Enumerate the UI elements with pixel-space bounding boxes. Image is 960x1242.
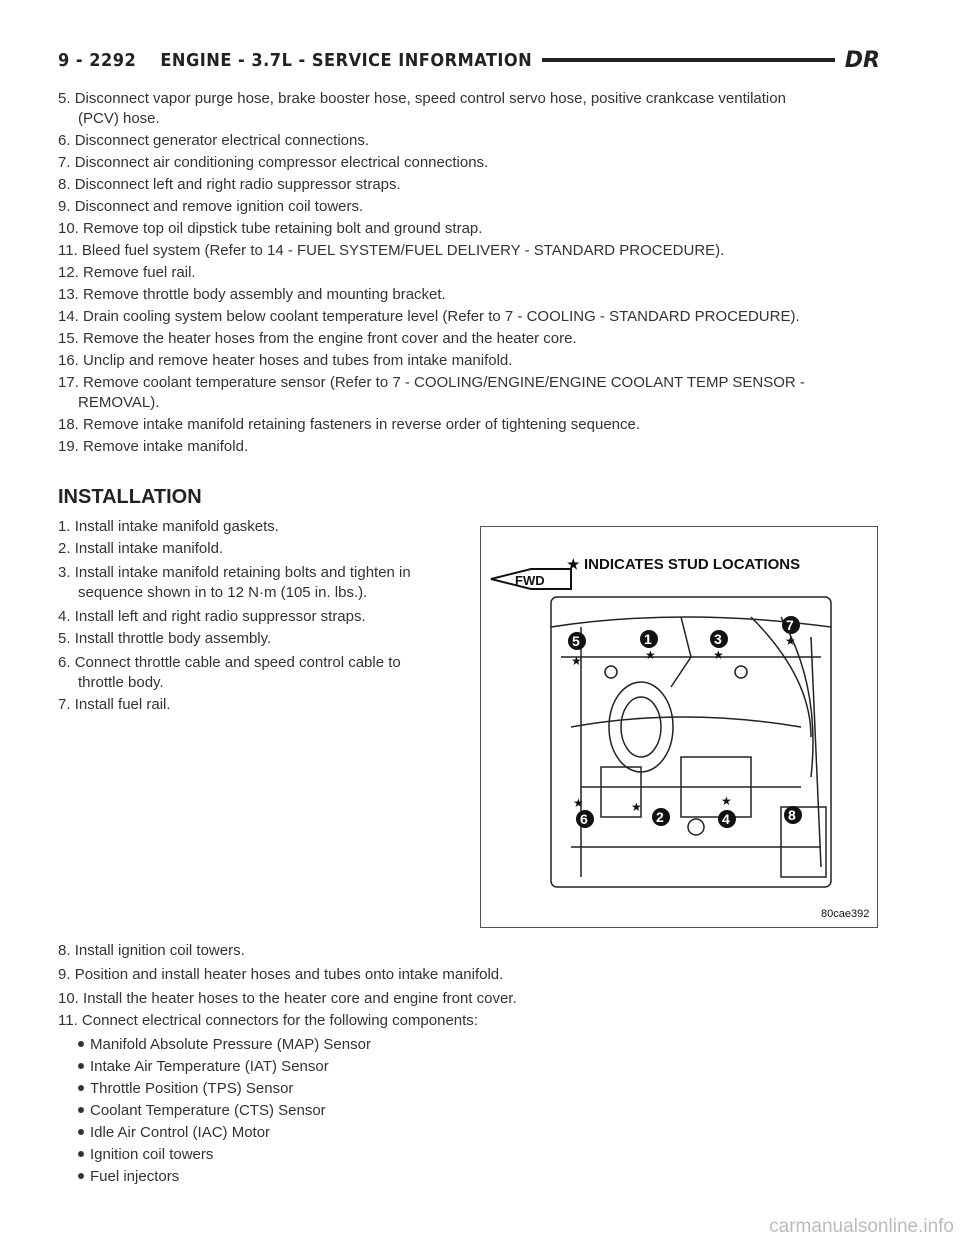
legend-text: INDICATES STUD LOCATIONS [584,556,801,573]
bolt-number: 3 [714,631,722,647]
list-item: 8. Install ignition coil towers. [58,942,245,959]
legend-star-icon: ★ [567,556,580,572]
list-item: 18. Remove intake manifold retaining fasteners in reverse order of tightening sequence. [58,416,641,433]
list-item: 1. Install intake manifold gaskets. [58,518,279,535]
list-item: 9. Disconnect and remove ignition coil towers. [58,198,364,215]
list-item: Coolant Temperature (CTS) Sensor [78,1100,326,1121]
stud-star-icon: ★ [721,794,732,808]
list-item: 17. Remove coolant temperature sensor (Refer to 7 - COOLING/ENGINE/ENGINE COOLANT TEMP SENSOR - [58,374,805,391]
list-item: Throttle Position (TPS) Sensor [78,1078,293,1099]
stud-star-icon: ★ [573,796,584,810]
bolt-number: 5 [572,633,580,649]
header-rule [542,58,835,62]
stud-star-icon: ★ [785,634,796,648]
list-item: 2. Install intake manifold. [58,540,224,557]
list-item: 9. Position and install heater hoses and tubes onto intake manifold. [58,966,504,983]
page-header [58,46,880,74]
list-item: 11. Connect electrical connectors for the following components: [58,1012,478,1029]
list-item: 12. Remove fuel rail. [58,264,196,281]
bullet-icon [78,1107,84,1113]
list-item-cont: (PCV) hose. [78,110,160,127]
list-item: 14. Drain cooling system below coolant temperature level (Refer to 7 - COOLING - STANDARD PROCEDURE). [58,308,800,325]
bolt-number: 1 [644,631,652,647]
list-item: 3. Install intake manifold retaining bolts and tighten in [58,564,411,581]
stud-star-icon: ★ [631,800,642,814]
stud-star-icon: ★ [713,648,724,662]
bullet-icon [78,1041,84,1047]
bolt-number: 4 [722,811,730,827]
stud-star-icon: ★ [571,654,582,668]
intake-manifold-figure [480,526,878,928]
brand-code: DR [844,47,880,73]
list-item: 6. Connect throttle cable and speed control cable to [58,654,401,671]
bullet-icon [78,1173,84,1179]
list-item-cont: REMOVAL). [78,394,160,411]
bolt-number: 7 [786,617,794,633]
bullet-icon [78,1063,84,1069]
fwd-label: FWD [515,573,545,588]
bolt-number: 8 [788,807,796,823]
list-item: 11. Bleed fuel system (Refer to 14 - FUEL SYSTEM/FUEL DELIVERY - STANDARD PROCEDURE). [58,242,725,259]
list-item-cont: throttle body. [78,674,164,691]
list-item: Fuel injectors [78,1166,179,1187]
list-item-cont: sequence shown in to 12 N·m (105 in. lbs.). [78,584,368,601]
list-item: 6. Disconnect generator electrical connections. [58,132,370,149]
stud-star-icon: ★ [645,648,656,662]
list-item: Idle Air Control (IAC) Motor [78,1122,270,1143]
list-item: 5. Disconnect vapor purge hose, brake booster hose, speed control servo hose, positive crankcase ventilation [58,90,786,107]
list-item: 10. Install the heater hoses to the heater core and engine front cover. [58,990,517,1007]
list-item: Ignition coil towers [78,1144,213,1165]
list-item: 16. Unclip and remove heater hoses and tubes from intake manifold. [58,352,513,369]
section-title: ENGINE - 3.7L - SERVICE INFORMATION [160,49,533,71]
bullet-icon [78,1085,84,1091]
installation-heading: INSTALLATION [58,486,202,508]
list-item: 7. Install fuel rail. [58,696,171,713]
bolt-number: 6 [580,811,588,827]
list-item: 15. Remove the heater hoses from the engine front cover and the heater core. [58,330,577,347]
list-item: 7. Disconnect air conditioning compressor electrical connections. [58,154,489,171]
list-item: 19. Remove intake manifold. [58,438,249,455]
list-item: 4. Install left and right radio suppressor straps. [58,608,366,625]
watermark: carmanualsonline.info [769,1216,954,1237]
list-item: Manifold Absolute Pressure (MAP) Sensor [78,1034,371,1055]
list-item: 5. Install throttle body assembly. [58,630,272,647]
bolt-number: 2 [656,809,664,825]
list-item: 13. Remove throttle body assembly and mounting bracket. [58,286,446,303]
list-item: 8. Disconnect left and right radio suppressor straps. [58,176,401,193]
list-item: 10. Remove top oil dipstick tube retaining bolt and ground strap. [58,220,483,237]
bullet-icon [78,1129,84,1135]
figure-code: 80cae392 [821,908,870,920]
page-number: 9 - 2292 [58,49,137,71]
manifold-illustration [481,527,877,927]
list-item: Intake Air Temperature (IAT) Sensor [78,1056,329,1077]
bullet-icon [78,1151,84,1157]
